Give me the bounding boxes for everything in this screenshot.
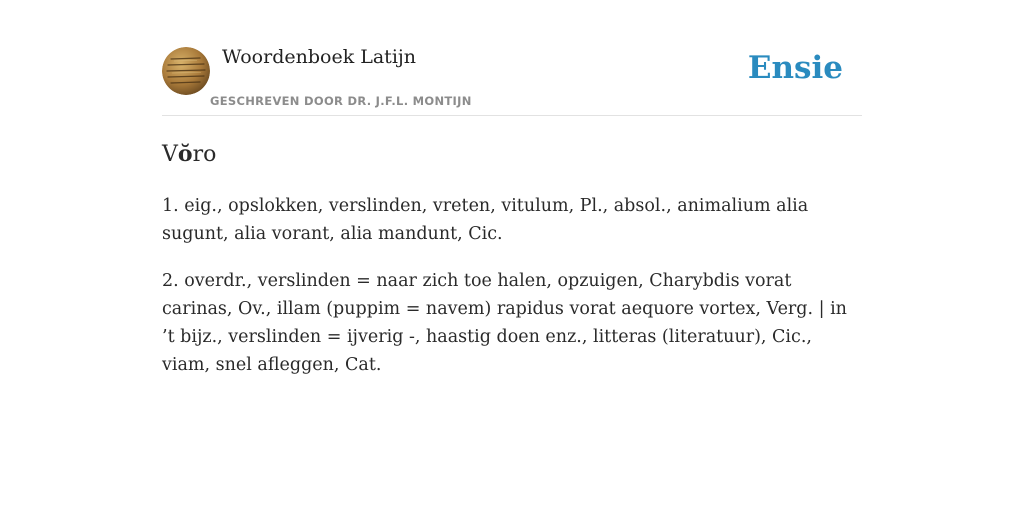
entry-title-end: ro bbox=[192, 142, 217, 167]
latin-inscription-coin-icon[interactable] bbox=[162, 47, 210, 95]
definition-2: 2. overdr., verslinden = naar zich toe halen, opzuigen, Charybdis vorat carinas, Ov., illam (puppim = navem) rapidus vorat aequore vortex, Verg. | in ’t bijz., verslinden = ijverig -, haastig doen enz., litteras (literatuur), Cic., viam, snel afleggen, Cat. bbox=[162, 271, 847, 375]
author-byline: GESCHREVEN DOOR DR. J.F.L. MONTIJN bbox=[210, 94, 472, 108]
entry-content bbox=[162, 139, 862, 398]
dictionary-title-link[interactable]: Woordenboek Latijn bbox=[222, 46, 417, 68]
definition-1: 1. eig., opslokken, verslinden, vreten, vitulum, Pl., absol., animalium alia sugunt, alia vorant, alia mandunt, Cic. bbox=[162, 196, 809, 244]
entry-title bbox=[162, 139, 862, 170]
site-header bbox=[162, 44, 862, 116]
entry-title-start: V bbox=[162, 142, 178, 167]
entry-title-mark: ŏ bbox=[177, 141, 193, 167]
ensie-logo-link[interactable]: Ensie bbox=[747, 50, 843, 86]
